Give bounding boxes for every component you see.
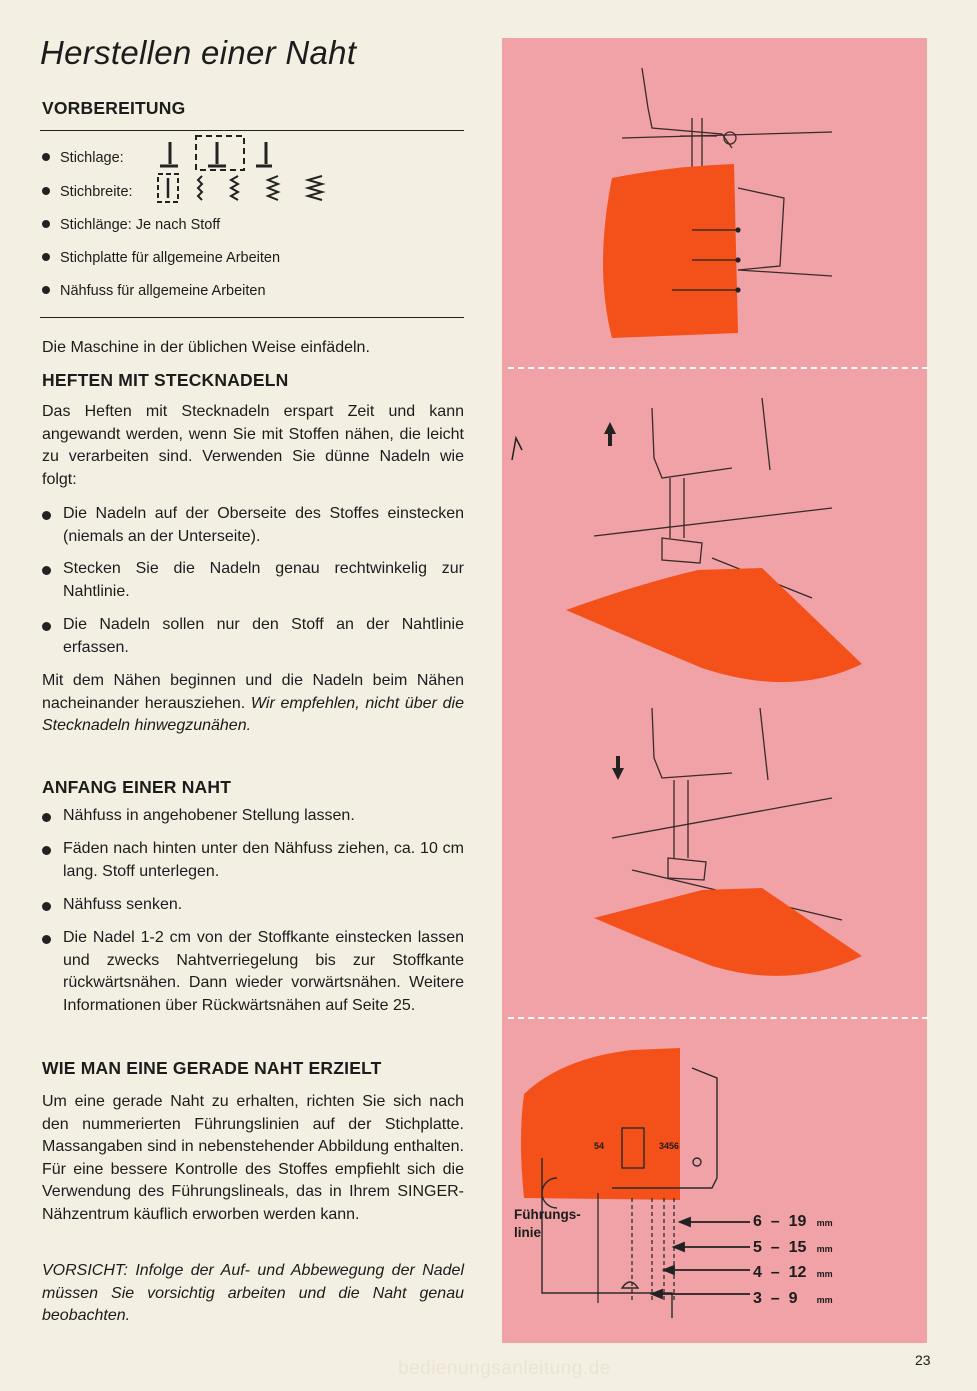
list-item: Die Nadel 1-2 cm von der Stoffkante einstecken lassen und zwecks Nahtverriegelung bis zur Stoffkante rückwärtsnähen. Dann wieder vorwärtsnähen. Weitere Informationen über Rückwärtsnähen auf Seite 25.	[42, 927, 464, 1017]
list-item: Die Nadeln auf der Oberseite des Stoffes einstecken (niemals an der Unterseite).	[42, 503, 464, 548]
fabric-shape	[594, 888, 862, 976]
plate-number: 3456	[659, 1141, 680, 1151]
plate-number: 54	[594, 1141, 605, 1151]
list-item: Nähfuss senken.	[42, 894, 464, 917]
page-title: Herstellen einer Naht	[40, 34, 357, 71]
list-item: Stecken Sie die Nadeln genau rechtwinkelig zur Nahtlinie.	[42, 558, 464, 603]
intro-text: Die Maschine in der üblichen Weise einfädeln.	[42, 339, 370, 356]
stitch-width-icons	[156, 170, 346, 206]
page-number: 23	[915, 1352, 931, 1368]
fabric-shape	[603, 164, 738, 338]
list-item: Fäden nach hinten unter den Nähfuss ziehen, ca. 10 cm lang. Stoff unterlegen.	[42, 838, 464, 883]
guide-row: 6 – 19 mm	[753, 1213, 833, 1230]
heften-paragraph: Das Heften mit Stecknadeln erspart Zeit und kann angewandt werden, wenn Sie mit Stoffen nähen, die leicht zu verarbeiten sind. Verwenden Sie dünne Nadeln wie folgt:	[42, 403, 464, 488]
heading-anfang: ANFANG EINER NAHT	[42, 777, 232, 797]
list-item: Stichlage:	[42, 150, 124, 166]
list-item: Die Nadeln sollen nur den Stoff an der Nahtlinie erfassen.	[42, 614, 464, 659]
heften-after: Mit dem Nähen beginnen und die Nadeln beim Nähen nacheinander herausziehen. Wir empfehlen, nicht über die Stecknadeln hinwegzunähen.	[42, 672, 464, 734]
list-item: Stichlänge: Je nach Stoff	[42, 217, 220, 233]
heading-gerade: WIE MAN EINE GERADE NAHT ERZIELT	[42, 1058, 382, 1078]
heading-heften: HEFTEN MIT STECKNADELN	[42, 370, 289, 390]
divider	[40, 317, 464, 318]
stitch-position-icons	[158, 134, 278, 172]
guide-arrows	[652, 1218, 750, 1298]
warning-text: VORSICHT: Infolge der Auf- und Abbewegung der Nadel müssen Sie vorsichtig arbeiten und die Naht genau beobachten.	[42, 1262, 464, 1324]
gerade-paragraph: Um eine gerade Naht zu erhalten, richten Sie sich nach den nummerierten Führungslinien auf der Stichplatte. Massangaben sind in nebenstehender Abbildung enthalten. Für eine bessere Kontrolle des Stoffes empfiehlt sich die Verwendung des Führungslineals, das in Ihrem SINGER-Nähzentrum käuflich erworben werden kann.	[42, 1093, 464, 1223]
guide-table	[753, 1210, 863, 1312]
fabric-shape	[521, 1048, 680, 1200]
list-item: Nähfuss für allgemeine Arbeiten	[42, 283, 266, 299]
list-item: Nähfuss in angehobener Stellung lassen.	[42, 805, 464, 828]
sewing-illustrations	[502, 38, 927, 1343]
guide-label: Führungs-	[514, 1207, 581, 1222]
list-item: Stichplatte für allgemeine Arbeiten	[42, 250, 280, 266]
fabric-shape	[566, 568, 862, 682]
heading-vorbereitung: VORBEREITUNG	[42, 98, 186, 118]
watermark: bedienungsanleitung.de	[398, 1358, 611, 1379]
divider	[40, 130, 464, 131]
list-item: Stichbreite:	[42, 184, 133, 200]
guide-row: 3 – 9 mm	[753, 1289, 833, 1307]
guide-row: 5 – 15 mm	[753, 1238, 833, 1256]
guide-row: 4 – 12 mm	[753, 1264, 833, 1281]
guide-label: linie	[514, 1225, 542, 1240]
